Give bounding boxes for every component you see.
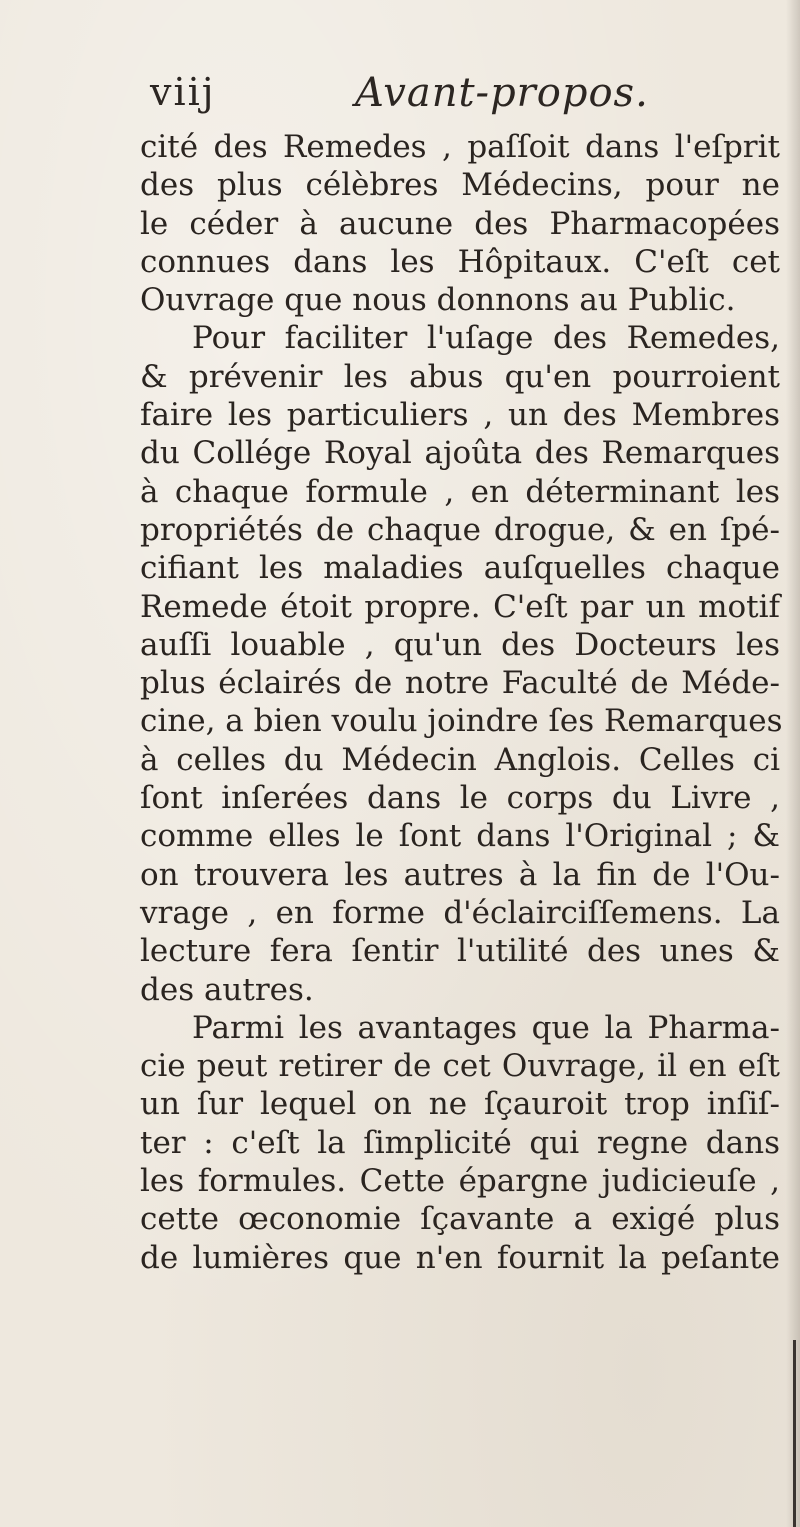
- body-text: [140, 128, 783, 1277]
- text-line: plus éclairés de notre Faculté de Méde-: [140, 665, 780, 702]
- text-line: cité des Remedes , paſſoit dans l'eſprit: [140, 129, 780, 165]
- text-line: Remede étoit propre. C'eſt par un motif: [140, 588, 780, 625]
- text-line: le céder à aucune des Pharmacopées: [140, 205, 780, 242]
- text-line: connues dans les Hôpitaux. C'eſt cet: [140, 243, 780, 280]
- text-line: faire les particuliers , un des Membres: [140, 397, 780, 434]
- text-line: un ſur lequel on ne ſçauroit trop inſiſ-: [140, 1086, 780, 1123]
- text-line: & prévenir les abus qu'en pourroient: [140, 358, 780, 395]
- text-line: des autres.: [140, 971, 314, 1008]
- text-line: cine, a bien voulu joindre ſes Remarques: [140, 703, 783, 740]
- text-line: ter : c'eſt la ſimplicité qui regne dans: [140, 1124, 780, 1161]
- running-head: [150, 70, 710, 130]
- text-line: on trouvera les autres à la fin de l'Ou-: [140, 856, 780, 893]
- page-number: viij: [150, 70, 216, 114]
- text-line: cette œconomie ſçavante a exigé plus: [140, 1201, 780, 1238]
- text-line: ſont inſerées dans le corps du Livre ,: [140, 780, 780, 817]
- text-line: du Collége Royal ajoûta des Remarques: [140, 435, 780, 472]
- text-line: Ouvrage que nous donnons au Public.: [140, 282, 736, 319]
- text-line: propriétés de chaque drogue, & en ſpé-: [140, 511, 780, 548]
- text-line: lecture fera ſentir l'utilité des unes &: [140, 933, 780, 970]
- text-line: comme elles le ſont dans l'Original ; &: [140, 818, 780, 855]
- page-edge-line: [793, 1340, 796, 1527]
- paragraph-start-line: Parmi les avantages que la Pharma-: [192, 1009, 780, 1046]
- text-line: vrage , en forme d'éclairciſſemens. La: [140, 894, 780, 931]
- page-edge-shadow: [786, 0, 800, 1527]
- paragraph-start-line: Pour faciliter l'uſage des Remedes,: [192, 320, 780, 357]
- text-line: à celles du Médecin Anglois. Celles ci: [140, 741, 780, 778]
- text-line: des plus célèbres Médecins, pour ne: [140, 167, 780, 204]
- text-line: cifiant les maladies auſquelles chaque: [140, 550, 780, 587]
- text-line: les formules. Cette épargne judicieuſe ,: [140, 1163, 780, 1200]
- text-line: à chaque formule , en déterminant les: [140, 473, 780, 510]
- text-line: cie peut retirer de cet Ouvrage, il en eſt: [140, 1048, 780, 1085]
- running-title: Avant-propos.: [355, 70, 649, 116]
- text-line: auſſi louable , qu'un des Docteurs les: [140, 626, 780, 663]
- text-line: de lumières que n'en fournit la peſante: [140, 1239, 780, 1276]
